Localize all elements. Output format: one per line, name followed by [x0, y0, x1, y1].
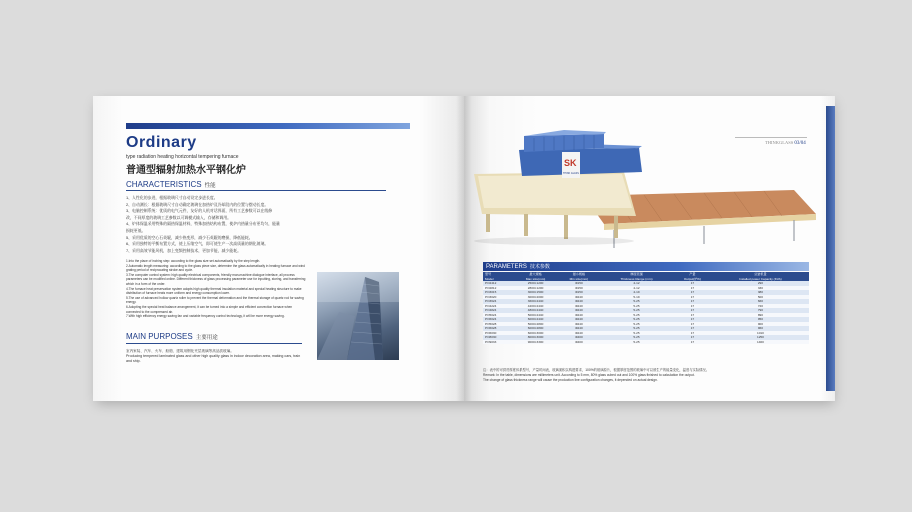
- table-cell: 5-25: [600, 340, 673, 345]
- list-item: 7、采用高效节能风机，加上变频控制技术，更加节能，减少能耗。: [126, 247, 241, 253]
- table-cell: PO8030: [483, 335, 513, 340]
- list-item: 损耗更低。: [126, 227, 146, 233]
- table-cell: Φ240: [558, 317, 600, 322]
- purposes-text-cn: 室内家装、汽车、火车、船舶、建筑用钢化夹层玻璃等高品质玻璃。: [126, 349, 234, 353]
- purposes-heading-en: MAIN PURPOSES: [126, 332, 193, 341]
- page-title-en: Ordinary: [126, 134, 197, 151]
- purposes-text-en: Producing tempered laminated glass and other high quality glass in indoor decoration area, making cars, train and ship.: [126, 353, 301, 363]
- table-cell: 330: [712, 286, 809, 291]
- purposes-divider: [126, 343, 302, 344]
- table-cell: 3600×2440: [513, 299, 557, 304]
- table-cell: 1250: [712, 335, 809, 340]
- column-header: Thickness Range (mm): [600, 277, 673, 282]
- column-header: Output(炉/h): [673, 277, 712, 282]
- list-item: 3.The computer control system: high quality electrical components, friendly man-machine dialogue interface, all process parameters can be modified online. Different thickness of glass processing parameter use for inputting, storing, and transferring which in a form of the order.: [126, 272, 306, 286]
- list-item: 4.The furnace heat preservation system adopts high quality thermal insulation material and special heating structure to make distribution of furnace heats more uniform and energy consumption lower.: [126, 286, 302, 296]
- table-cell: 5000×2440: [513, 313, 557, 318]
- table-cell: 3000×1500: [513, 290, 557, 295]
- list-item: 2、自动测长：根据玻璃尺寸自动确定玻璃在加热炉及冷却段内的位置与摆动长度。: [126, 201, 269, 207]
- table-cell: Φ240: [558, 326, 600, 331]
- table-cell: 950: [712, 317, 809, 322]
- table-cell: 5-25: [600, 304, 673, 309]
- table-cell: Φ240: [558, 304, 600, 309]
- table-cell: 17: [673, 317, 712, 322]
- table-cell: Φ240: [558, 322, 600, 327]
- table-cell: 4-12: [600, 286, 673, 291]
- table-cell: 5-25: [600, 317, 673, 322]
- characteristics-heading-cn: 性能: [204, 183, 216, 189]
- list-item: 3、电脑控制系统：优质的电气元件，友好的人机对话界面，所有工艺参数可以在线修: [126, 208, 273, 214]
- table-cell: PO6028: [483, 326, 513, 331]
- table-cell: 1460: [712, 340, 809, 345]
- parameters-table-body: [483, 281, 809, 344]
- column-header: 型号: [483, 272, 513, 277]
- table-row: [483, 340, 809, 345]
- right-page: [464, 96, 835, 401]
- table-cell: Φ240: [558, 308, 600, 313]
- table-cell: 5-25: [600, 313, 673, 318]
- table-cell: PO6030: [483, 331, 513, 336]
- table-cell: 4200×2440: [513, 304, 557, 309]
- table-cell: 4-19: [600, 290, 673, 295]
- machine-logo-mark: SK: [564, 158, 577, 168]
- table-cell: 17: [673, 299, 712, 304]
- list-item: 1、人性化的步进，根据玻璃尺寸自动设定步进长度。: [126, 195, 218, 200]
- table-cell: 17: [673, 281, 712, 286]
- table-cell: Φ150: [558, 286, 600, 291]
- table-cell: PO2812: [483, 286, 513, 291]
- column-header: Model: [483, 277, 513, 282]
- list-item: 4、炉体保温采用特殊的隔热保温材料，特殊加热结构布置，使炉内热量分布更均匀，能量: [126, 221, 280, 227]
- table-cell: 1010: [712, 331, 809, 336]
- table-cell: Φ400: [558, 340, 600, 345]
- characteristics-heading-en: CHARACTERISTICS: [126, 180, 202, 189]
- table-cell: PO4824: [483, 308, 513, 313]
- characteristics-en-list: [126, 259, 306, 319]
- characteristics-divider: [126, 190, 386, 191]
- table-cell: 290: [712, 281, 809, 286]
- column-header: 最大规格: [513, 272, 557, 277]
- list-item: 6.Adopting the special heat balance arrangement, it can be turned into a simple and efficient convection furnace when connected to the compressed air.: [126, 304, 293, 314]
- parameters-heading-en: PARAMETERS: [486, 264, 527, 270]
- table-cell: 500: [712, 295, 809, 300]
- table-cell: PO5028: [483, 322, 513, 327]
- table-cell: 5-25: [600, 335, 673, 340]
- table-cell: 17: [673, 326, 712, 331]
- table-cell: PO3015: [483, 290, 513, 295]
- table-cell: 890: [712, 313, 809, 318]
- table-cell: 5-25: [600, 308, 673, 313]
- table-cell: PO3624: [483, 299, 513, 304]
- column-header: 最小规格: [558, 272, 600, 277]
- list-item: 1.Into the place of inching step: according to the glass size set automatically by the step length.: [126, 259, 261, 263]
- table-cell: 3000×2000: [513, 295, 557, 300]
- table-cell: 4-12: [600, 281, 673, 286]
- table-cell: Φ240: [558, 299, 600, 304]
- table-cell: 17: [673, 331, 712, 336]
- table-notes: [483, 368, 813, 382]
- table-cell: 5-25: [600, 322, 673, 327]
- table-cell: 17: [673, 308, 712, 313]
- column-header: 厚度范围: [600, 272, 673, 277]
- purposes-heading-cn: 主要用途: [195, 335, 218, 341]
- characteristics-cn-list: [126, 195, 406, 254]
- table-cell: 4800×2440: [513, 308, 557, 313]
- table-cell: 6000×2800: [513, 326, 557, 331]
- list-item: 改，不同厚度的玻璃工艺参数以可调模式输入，存储和调用。: [126, 214, 232, 220]
- table-cell: Φ150: [558, 290, 600, 295]
- page-number: 03/04: [794, 141, 806, 146]
- table-cell: 660: [712, 299, 809, 304]
- table-cell: 17: [673, 322, 712, 327]
- note-cn: 注：表中的可供货厚度体系型号，产量时间表，玻璃面积以构建要求，100%的玻璃原片，根据厚度范围的玻璃中可以被生产的能量变化，温度与实际情况。: [483, 368, 710, 372]
- column-header: Max size(mm): [513, 277, 557, 282]
- table-cell: PO3020: [483, 295, 513, 300]
- column-header: 产量: [673, 272, 712, 277]
- table-cell: 380: [712, 290, 809, 295]
- table-cell: 17: [673, 313, 712, 318]
- table-cell: PO5024: [483, 313, 513, 318]
- table-cell: 9000×3300: [513, 340, 557, 345]
- brochure-spread: [93, 96, 835, 401]
- table-cell: 900: [712, 322, 809, 327]
- table-cell: Φ150: [558, 281, 600, 286]
- list-item: 7.With high efficiency energy saving fan and variable frequency control technology, it will be more energy saving.: [126, 314, 285, 319]
- table-cell: 960: [712, 326, 809, 331]
- table-cell: 5-25: [600, 331, 673, 336]
- table-cell: 17: [673, 290, 712, 295]
- table-cell: Φ240: [558, 313, 600, 318]
- table-cell: PO6024: [483, 317, 513, 322]
- list-item: 2.Automatic length measuring: according to the glass piece size, determine the glass automatically in heating furnace and wind grating period of reciprocating stroke and cycle.: [126, 263, 305, 273]
- table-cell: 2800×1200: [513, 286, 557, 291]
- table-cell: 17: [673, 286, 712, 291]
- table-cell: 17: [673, 335, 712, 340]
- table-cell: 5-25: [600, 299, 673, 304]
- table-cell: 17: [673, 340, 712, 345]
- glass-tower-image: [317, 272, 399, 360]
- table-cell: 17: [673, 295, 712, 300]
- page-edge-stripe: [826, 106, 835, 391]
- parameters-heading-cn: 技术参数: [529, 264, 550, 270]
- title-accent-bar: [126, 123, 410, 129]
- table-cell: 17: [673, 304, 712, 309]
- note-en-1: Remark: In the table, dimensions are millimeters unit. According to 5 mm, 80% glass cubed out and 100% glass finished to calculation the output.: [483, 372, 695, 377]
- column-header: Installed power Capacity (KVA): [712, 277, 809, 282]
- building-photo: [317, 272, 399, 360]
- page-subtitle-en: type radiation heating horizontal tempering furnace: [126, 154, 239, 160]
- table-cell: 5000×2800: [513, 322, 557, 327]
- machine-logo-text: THINK GLASS: [563, 172, 579, 175]
- characteristics-heading: [126, 180, 216, 189]
- table-cell: 8000×3000: [513, 335, 557, 340]
- table-cell: 720: [712, 304, 809, 309]
- table-cell: 6000×2440: [513, 317, 557, 322]
- table-cell: 2500×1200: [513, 281, 557, 286]
- parameters-heading: [486, 263, 550, 270]
- note-en-2: The change of glass thickness range will cause the production line configuration changes, it depended on actual design.: [483, 377, 658, 382]
- column-header: Min size(mm): [558, 277, 600, 282]
- table-cell: 5-19: [600, 295, 673, 300]
- table-cell: PO9033: [483, 340, 513, 345]
- table-cell: PO2412: [483, 281, 513, 286]
- list-item: 6、采用独特的平衡布置方式，使上压缩空气，即可使生产一次高质量的钢化玻璃。: [126, 241, 269, 247]
- column-header: 总装机量: [712, 272, 809, 277]
- table-cell: 5-25: [600, 326, 673, 331]
- left-page: [93, 96, 464, 401]
- table-cell: Φ240: [558, 331, 600, 336]
- purposes-heading: [126, 332, 218, 341]
- table-cell: 6000×3000: [513, 331, 557, 336]
- parameters-table: [483, 272, 809, 344]
- purposes-text: [126, 349, 301, 363]
- table-cell: Φ240: [558, 295, 600, 300]
- list-item: 5、采用优质的空心石英辊，减少热变形，减少石英辊的磨损，降低能耗。: [126, 234, 253, 240]
- page-title-cn: 普通型辐射加热水平钢化炉: [126, 165, 246, 176]
- list-item: 5.The use of advanced hollow quartz roller to prevent the thermal deformation and the thermal storage of quartz rod for saving energy.: [126, 295, 304, 305]
- table-cell: PO4224: [483, 304, 513, 309]
- table-cell: Φ400: [558, 335, 600, 340]
- brand-name: THINKGLASS: [765, 140, 794, 145]
- tempering-furnace-illustration: [464, 96, 835, 266]
- table-cell: 790: [712, 308, 809, 313]
